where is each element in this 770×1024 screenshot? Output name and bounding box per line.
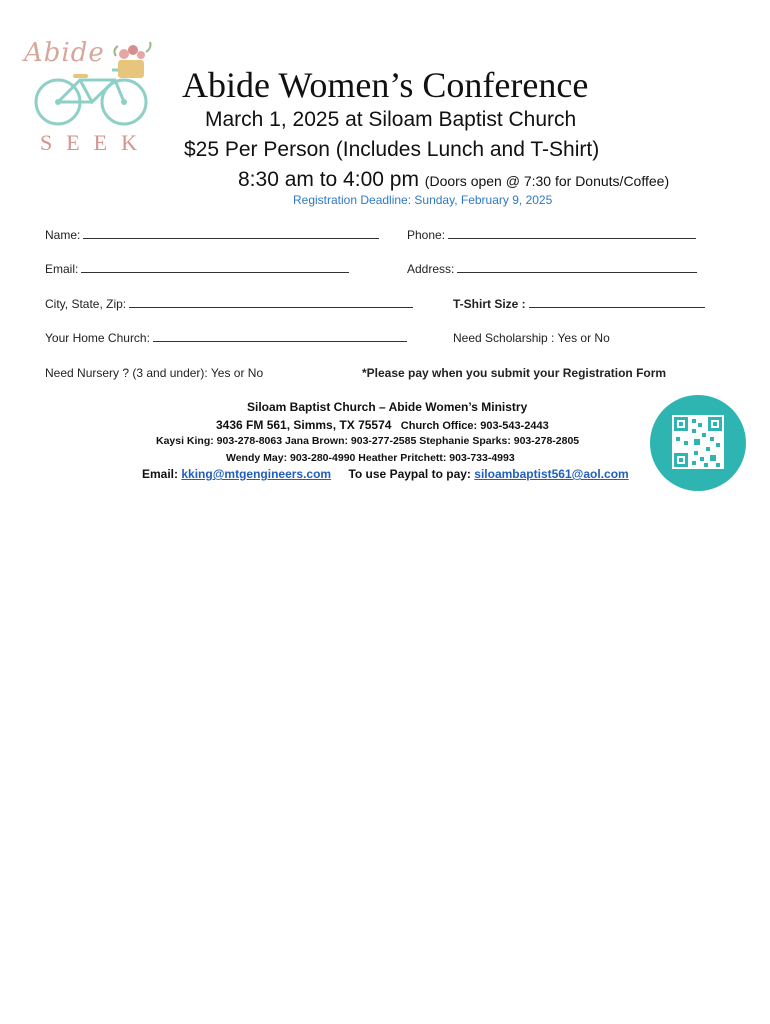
scholarship-field[interactable]: Need Scholarship : Yes or No xyxy=(453,331,610,345)
address-field[interactable] xyxy=(407,262,697,276)
name-line[interactable] xyxy=(83,228,379,239)
event-date: March 1, 2025 at Siloam Baptist Church xyxy=(205,108,577,131)
phone-label: Phone: xyxy=(407,228,446,242)
tshirt-line[interactable] xyxy=(529,297,705,308)
page-title: Abide Women’s Conference xyxy=(182,65,589,105)
event-price: $25 Per Person (Includes Lunch and T-Shirt) xyxy=(184,138,600,161)
logo-word: SEEK xyxy=(40,130,151,155)
address-label: Address: xyxy=(407,262,455,276)
event-time-note: (Doors open @ 7:30 for Donuts/Coffee) xyxy=(424,173,670,189)
church-address-line xyxy=(216,418,549,432)
ministry-name: Siloam Baptist Church – Abide Women’s Ministry xyxy=(247,400,528,414)
email-label-text: Email: xyxy=(142,467,179,481)
city-field[interactable] xyxy=(45,297,413,311)
phone-line[interactable] xyxy=(448,228,696,239)
city-line[interactable] xyxy=(129,297,413,308)
tshirt-field[interactable] xyxy=(453,297,705,311)
email-field[interactable] xyxy=(45,262,349,276)
city-label: City, State, Zip: xyxy=(45,297,127,311)
church-office: Church Office: 903-543-2443 xyxy=(400,420,549,432)
church-field[interactable] xyxy=(45,331,407,345)
logo-script: Abide xyxy=(24,38,105,68)
email-link[interactable]: kking@mtgengineers.com xyxy=(181,467,332,481)
email-line[interactable] xyxy=(81,262,349,273)
paypal-label: To use Paypal to pay: xyxy=(348,467,471,481)
name-label: Name: xyxy=(45,228,81,242)
qr-icon xyxy=(672,415,724,469)
nursery-field[interactable]: Need Nursery ? (3 and under): Yes or No xyxy=(45,366,264,380)
qr-code[interactable] xyxy=(650,395,746,491)
logo xyxy=(20,38,160,158)
church-line[interactable] xyxy=(153,331,407,342)
paypal-link[interactable]: siloambaptist561@aol.com xyxy=(474,467,629,481)
email-line xyxy=(142,467,629,481)
qr-code-pattern xyxy=(672,415,724,469)
event-time xyxy=(238,168,669,192)
church-label: Your Home Church: xyxy=(45,331,150,345)
name-field[interactable] xyxy=(45,228,379,242)
church-address: 3436 FM 561, Simms, TX 75574 xyxy=(216,418,392,432)
email-label: Email: xyxy=(45,262,79,276)
address-line[interactable] xyxy=(457,262,697,273)
payment-note: *Please pay when you submit your Registration Form xyxy=(362,366,667,380)
contacts-row-1: Kaysi King: 903-278-8063 Jana Brown: 903-277-2585 Stephanie Sparks: 903-278-2805 xyxy=(156,435,580,447)
tshirt-label: T-Shirt Size : xyxy=(453,297,526,311)
phone-field[interactable] xyxy=(407,228,696,242)
registration-deadline: Registration Deadline: Sunday, February 9, 2025 xyxy=(293,193,553,207)
contacts-row-2: Wendy May: 903-280-4990 Heather Pritchett: 903-733-4993 xyxy=(226,452,515,464)
event-time-main: 8:30 am to 4:00 pm xyxy=(238,168,419,191)
